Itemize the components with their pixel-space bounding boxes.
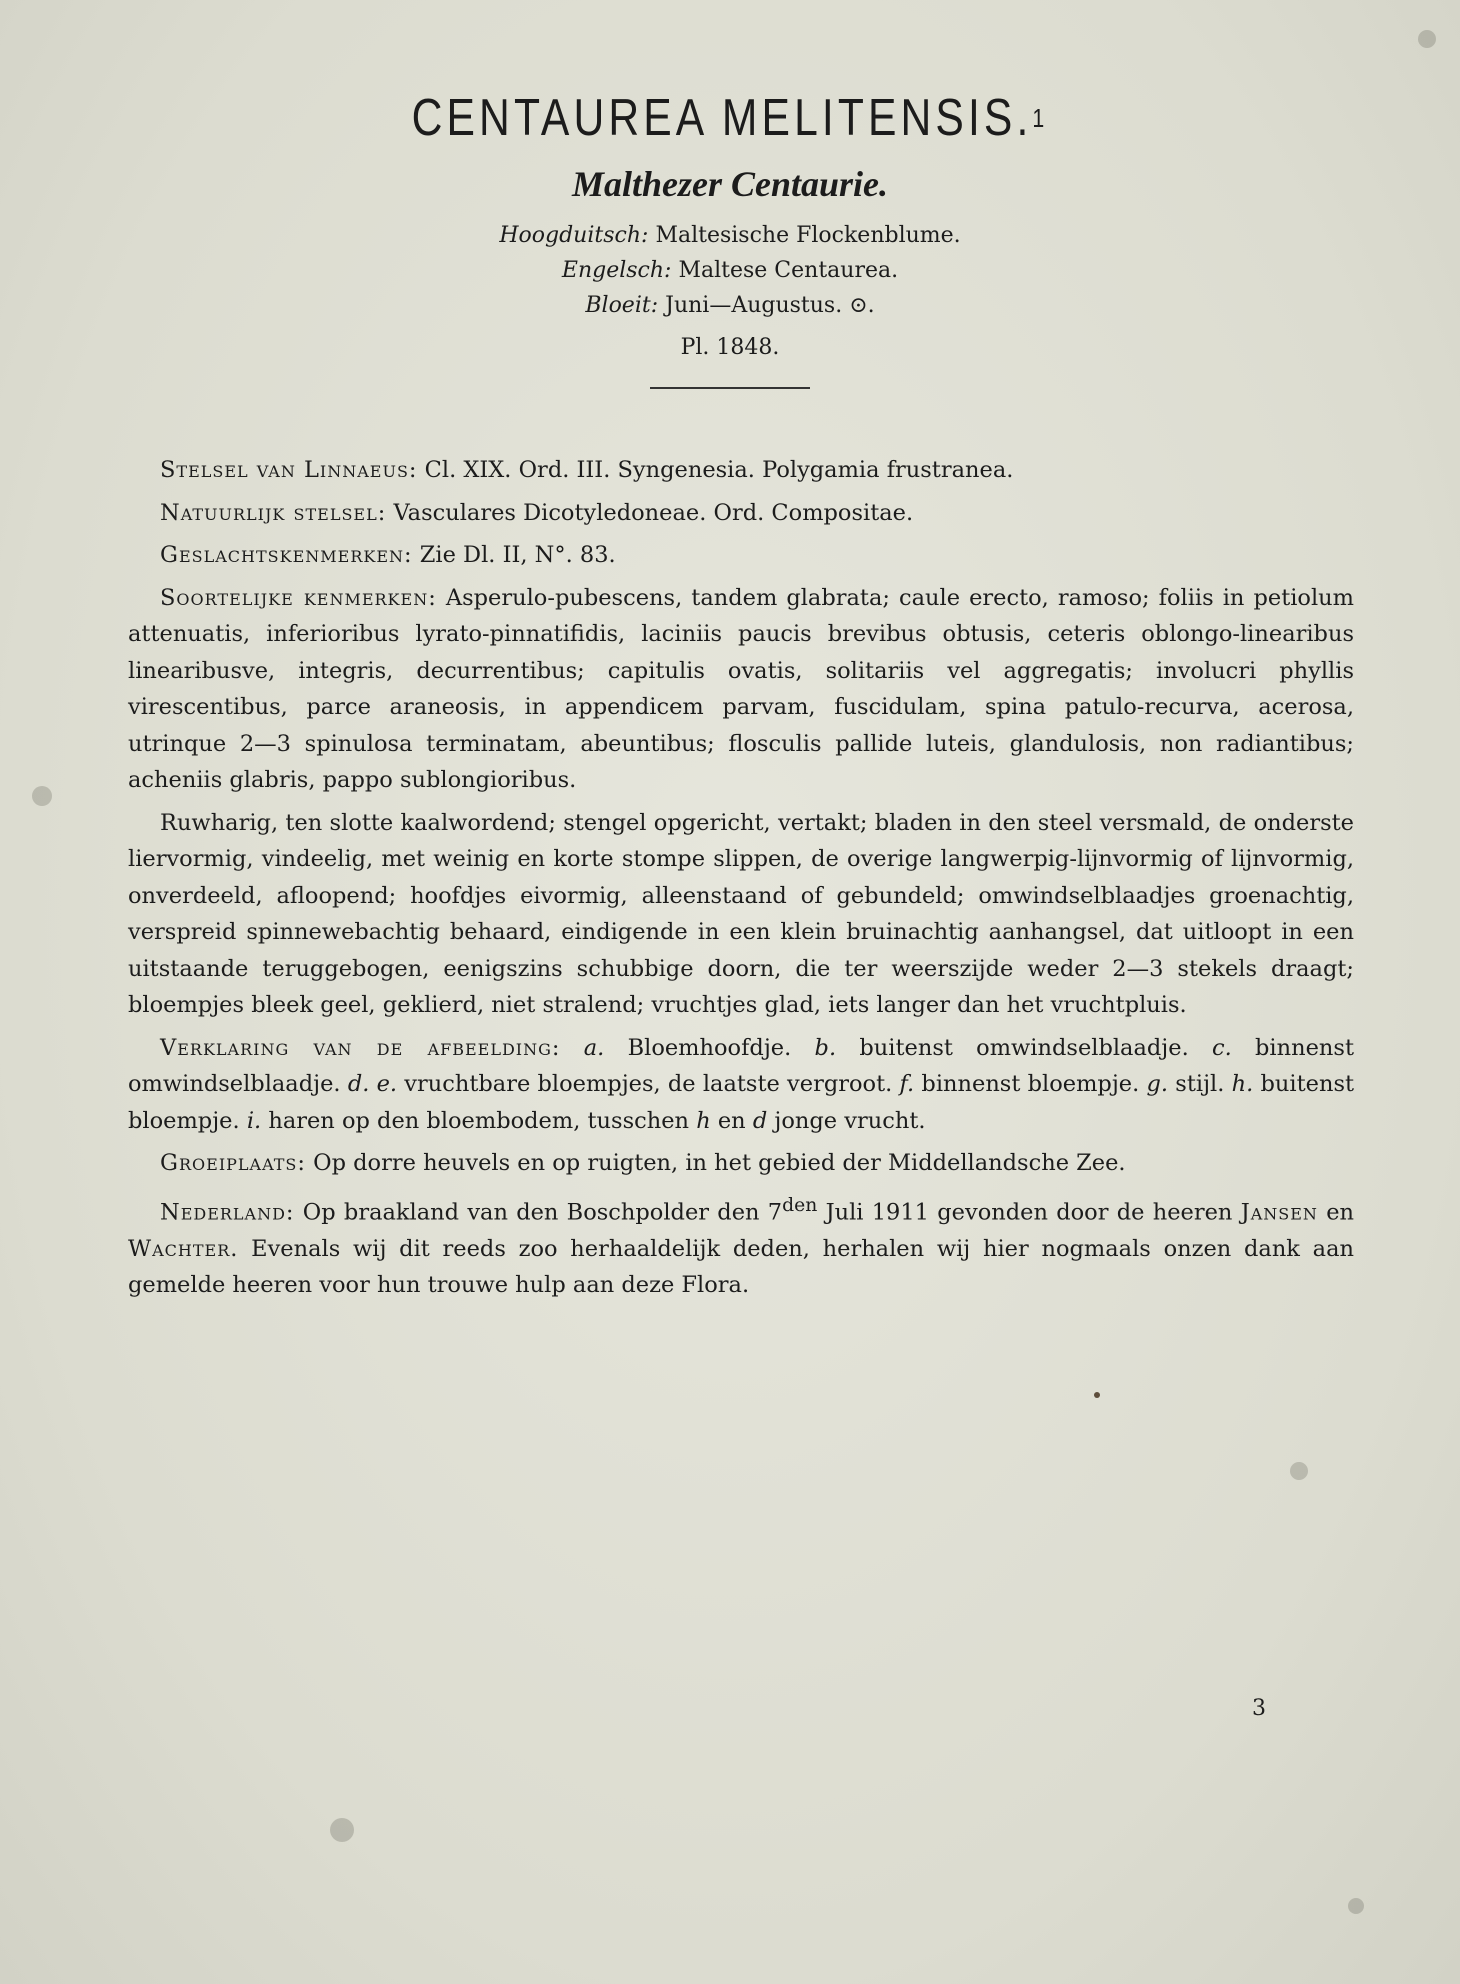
legend-key-h: h. xyxy=(1231,1071,1254,1097)
natural-system-label: Natuurlijk stelsel: xyxy=(160,499,387,526)
paper-speck xyxy=(1290,1462,1308,1480)
body-text xyxy=(128,452,1354,1310)
legend-text-b: buitenst omwindselblaadje. xyxy=(859,1034,1189,1061)
natural-system-paragraph xyxy=(128,495,1354,532)
word-en: en xyxy=(1326,1199,1355,1225)
legend-ref-d: d xyxy=(752,1107,768,1134)
netherlands-text-3: Evenals wij dit reeds zoo herhaaldelijk deden, herhalen wij hier nogmaals onzen dank aan gemelde heeren voor hun trouwe hulp aan deze Flora. xyxy=(128,1235,1354,1298)
genus-text: Zie Dl. II, N°. 83. xyxy=(419,542,616,568)
legend-key-de: d. e. xyxy=(347,1071,398,1097)
legend-text-a: Bloemhoofdje. xyxy=(627,1034,792,1061)
legend-key-i: i. xyxy=(246,1107,262,1134)
netherlands-label: Nederland: xyxy=(160,1199,295,1225)
flowering-label: Bloeit: xyxy=(585,293,659,318)
paper-speck xyxy=(1094,1392,1100,1398)
linnaeus-paragraph xyxy=(128,452,1354,489)
flowering-period: Juni—Augustus. ⊙. xyxy=(665,293,875,318)
paper-speck xyxy=(330,1818,354,1842)
legend-word-en: en xyxy=(717,1107,746,1134)
name-jansen: Jansen xyxy=(1240,1199,1318,1225)
netherlands-paragraph xyxy=(128,1188,1354,1304)
header xyxy=(0,88,1460,389)
habitat-label: Groeiplaats: xyxy=(160,1150,306,1176)
genus-label: Geslachtskenmerken: xyxy=(160,542,413,568)
species-text: Asperulo-pubescens, tandem glabrata; caule erecto, ramoso; foliis in petiolum attenuatis, inferioribus lyrato-pinnatifidis, laciniis paucis brevibus obtusis, ceteris oblongo-linearibus linearibusve, integris, decurrentibus; capitulis ovatis, solitariis vel aggregatis; involucri phyllis virescentibus, parce araneosis, in appendicem parvam, fuscidulam, spina patulo-recurva, acerosa, utrinque 2—3 spinulosa terminatam, abeuntibus; flosculis pallide luteis, glandulosis, non radiantibus; acheniis glabris, pappo sublongioribus. xyxy=(128,584,1354,793)
habitat-paragraph xyxy=(128,1145,1354,1182)
habitat-text: Op dorre heuvels en op ruigten, in het gebied der Middellandsche Zee. xyxy=(313,1150,1126,1176)
german-name-row xyxy=(0,218,1460,253)
netherlands-superscript: den xyxy=(782,1194,818,1216)
legend-key-c: c. xyxy=(1212,1034,1232,1061)
legend-text-i: haren op den bloembodem, tusschen xyxy=(268,1107,690,1134)
description-text: Ruwharig, ten slotte kaalwordend; stengel opgericht, vertakt; bladen in den steel versmald, de onderste liervormig, vindeelig, met weinig en korte stompe slippen, de overige langwerpig-lijnvormig of lijnvormig, onverdeeld, afloopend; hoofdjes eivormig, alleenstaand of gebundeld; omwindselblaadjes groenachtig, verspreid spinnewebachtig behaard, eindigende in een klein bruinachtig aanhangsel, dat uitloopt in een uitstaande teruggebogen, eenigszins schubbige doorn, die ter weerszijde weder 2—3 stekels draagt; bloempjes bleek geel, geklierd, niet stralend; vruchtjes glad, iets langer dan het vruchtpluis. xyxy=(128,809,1354,1018)
english-label: Engelsch: xyxy=(561,258,672,283)
german-name: Maltesische Flockenblume. xyxy=(655,223,961,248)
description-paragraph xyxy=(128,805,1354,1024)
legend-key-b: b. xyxy=(814,1034,837,1061)
netherlands-text-2: Juli 1911 gevonden door de heeren xyxy=(825,1199,1233,1225)
paper-speck xyxy=(1418,30,1436,48)
dutch-name: Malthezer Centaurie. xyxy=(571,164,889,204)
paper-speck xyxy=(1348,1898,1364,1914)
legend-key-a: a. xyxy=(583,1034,605,1061)
legend-text-de: vruchtbare bloempjes, de laatste vergroot. xyxy=(404,1071,893,1097)
figure-legend-paragraph xyxy=(128,1030,1354,1140)
genus-paragraph xyxy=(128,537,1354,574)
legend-ref-h: h xyxy=(696,1107,711,1134)
english-name: Maltese Centaurea. xyxy=(678,258,899,283)
legend-text-f: binnenst bloempje. xyxy=(921,1071,1140,1097)
flowering-row xyxy=(0,288,1460,323)
legend-key-f: f. xyxy=(899,1071,915,1097)
species-paragraph xyxy=(128,580,1354,799)
name-wachter: Wachter. xyxy=(128,1235,239,1262)
natural-system-text: Vasculares Dicotyledoneae. Ord. Compositae. xyxy=(393,499,914,526)
divider-rule xyxy=(650,387,810,389)
common-names xyxy=(0,218,1460,323)
paper-speck xyxy=(32,786,52,806)
linnaeus-label: Stelsel van Linnaeus: xyxy=(160,457,418,483)
figure-legend-label: Verklaring van de afbeelding: xyxy=(160,1034,561,1061)
page-number: 3 xyxy=(1252,1696,1266,1721)
legend-key-g: g. xyxy=(1146,1071,1169,1097)
legend-text-g: stijl. xyxy=(1175,1071,1225,1097)
linnaeus-text: Cl. XIX. Ord. III. Syngenesia. Polygamia frustranea. xyxy=(424,457,1014,483)
netherlands-text-1: Op braakland van den Boschpolder den 7 xyxy=(302,1199,783,1225)
german-label: Hoogduitsch: xyxy=(499,223,649,248)
english-name-row xyxy=(0,253,1460,288)
title-footnote-mark: 1 xyxy=(1032,103,1049,133)
plate-number: Pl. 1848. xyxy=(680,335,780,360)
legend-text-end: jonge vrucht. xyxy=(774,1107,926,1134)
legend-text-c: binnenst omwindselblaadje. xyxy=(128,1034,1355,1097)
page-title: CENTAUREA MELITENSIS.$^1$ xyxy=(411,89,1049,147)
legend-text-h: buitenst bloempje. xyxy=(128,1071,1355,1134)
species-label: Soortelijke kenmerken: xyxy=(160,584,437,611)
